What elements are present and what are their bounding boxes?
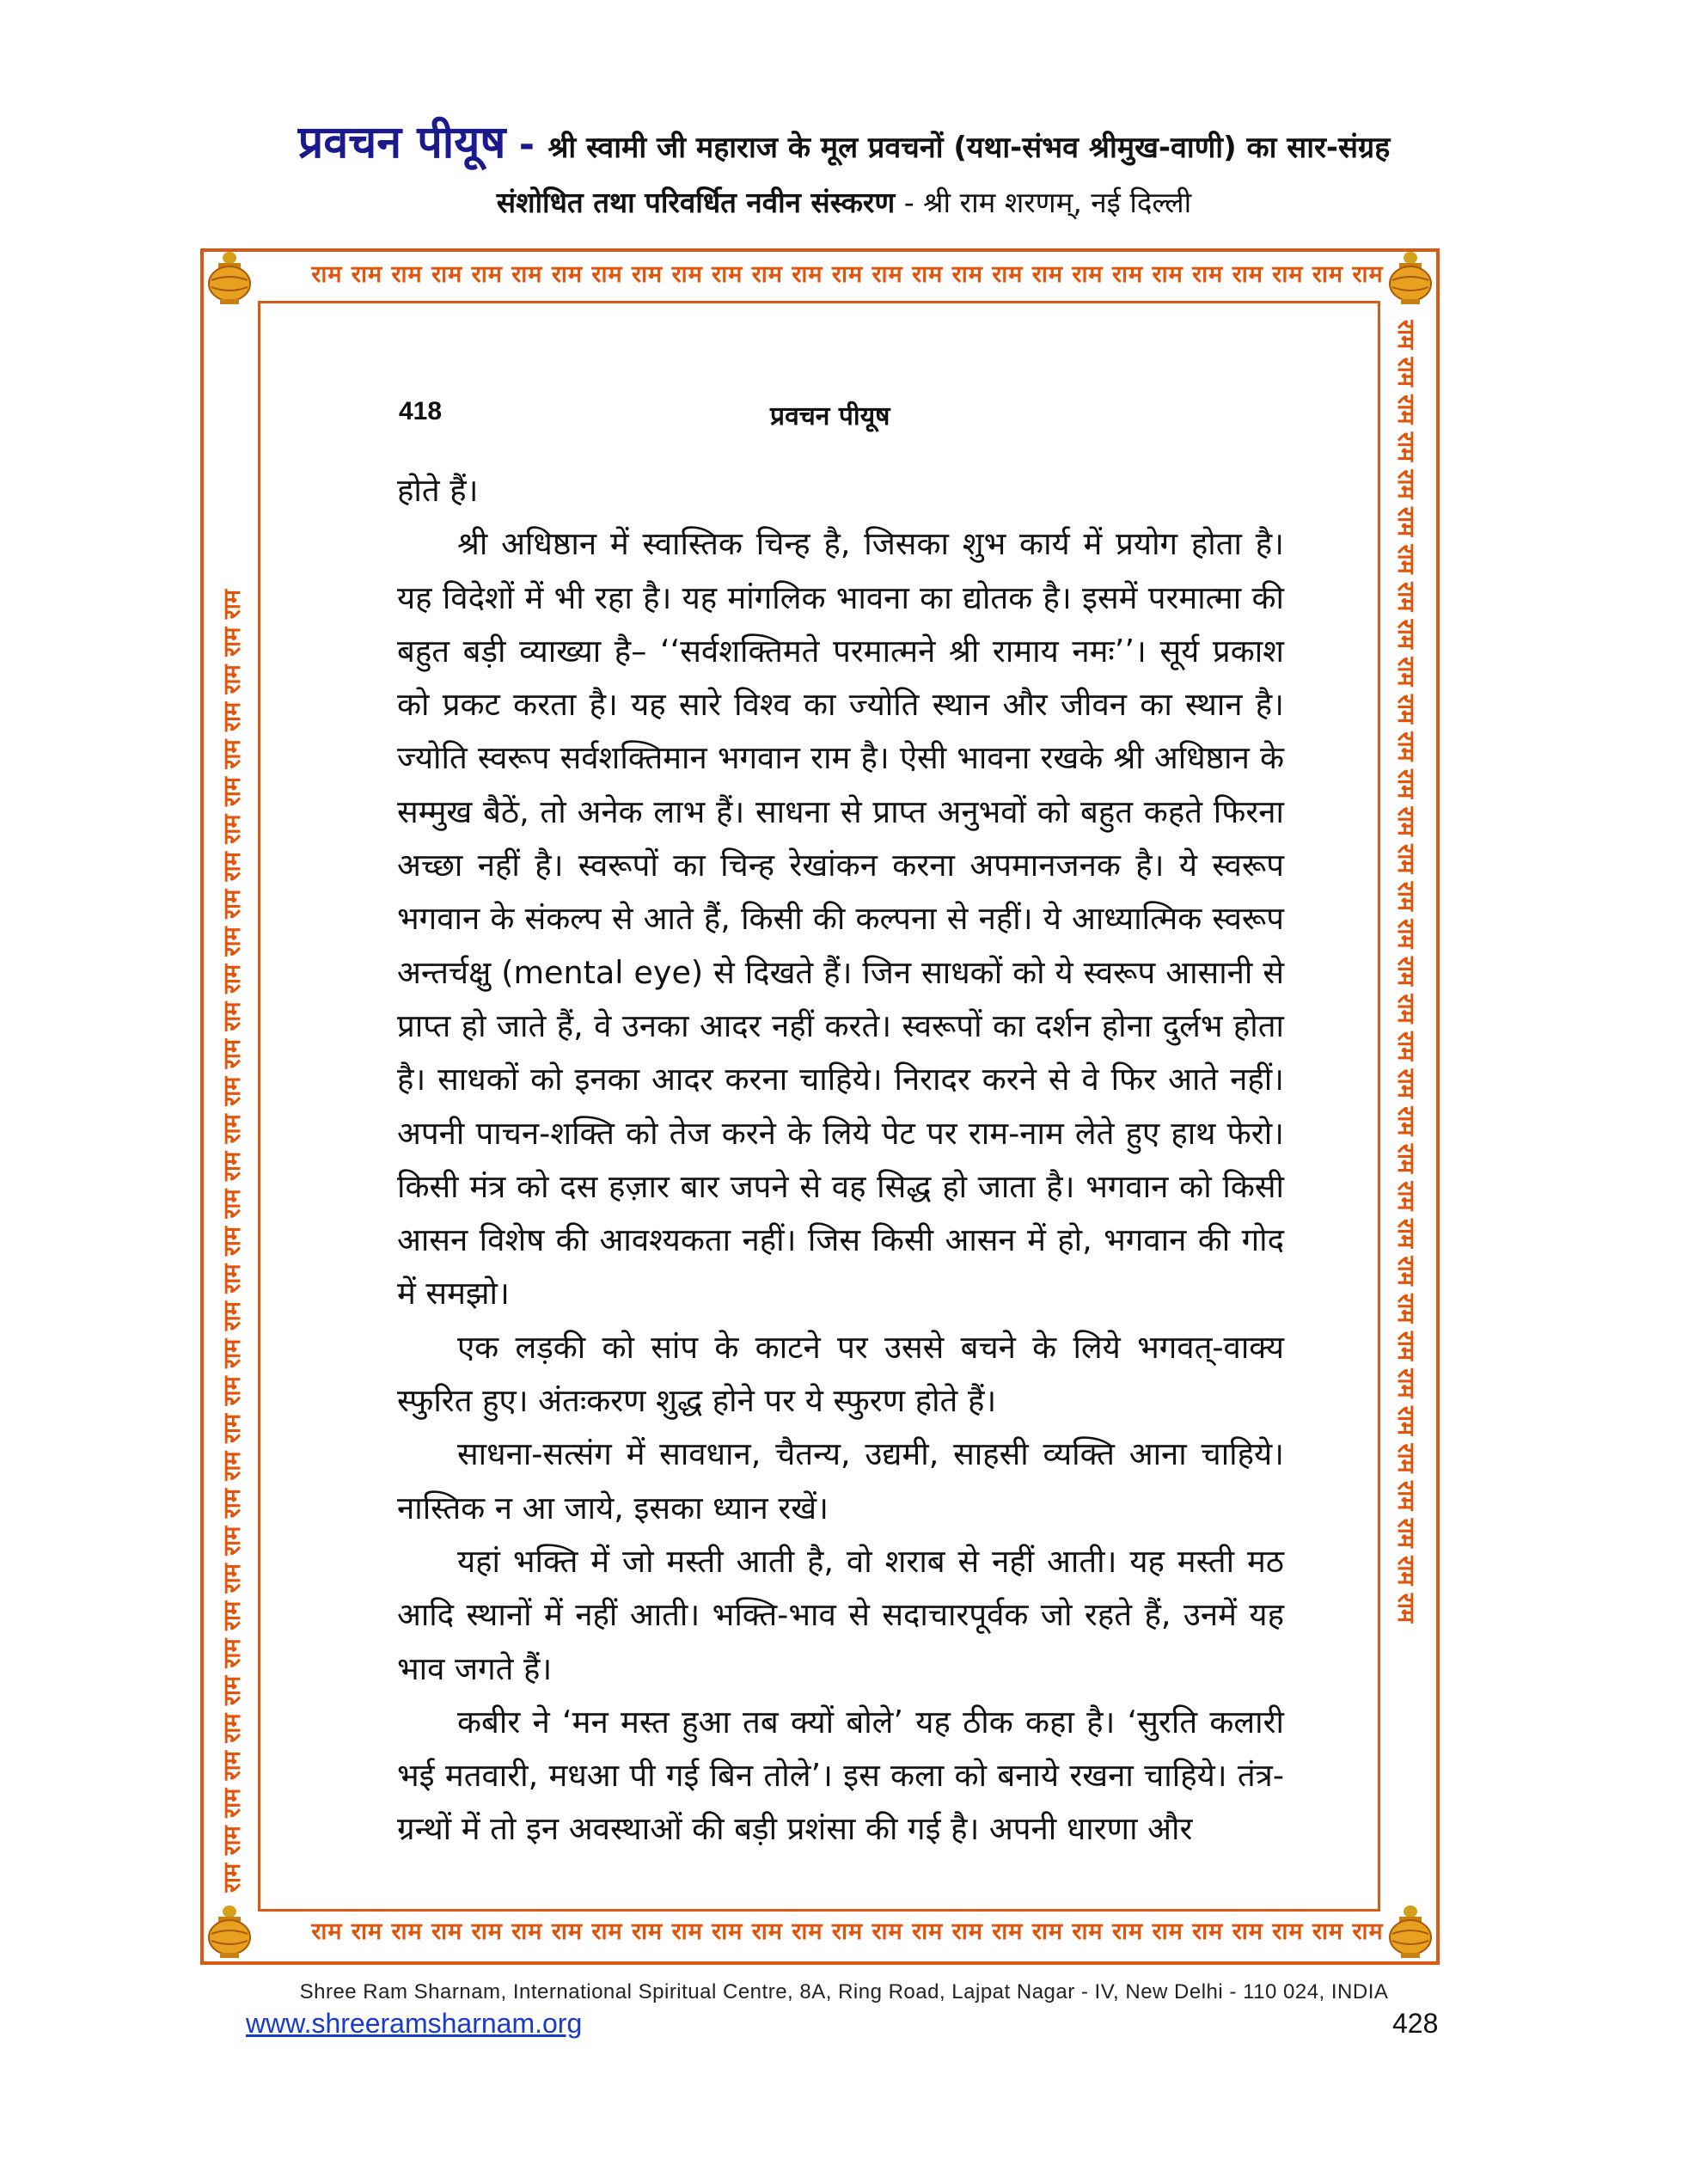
header-dash: - bbox=[505, 123, 548, 167]
document-header bbox=[0, 110, 1688, 171]
edition-rest: - श्री राम शरणम्, नई दिल्ली bbox=[895, 186, 1192, 219]
border-top-ram: राम राम राम राम राम राम राम राम राम राम राम राम राम राम राम राम राम राम राम राम राम राम राम राम राम राम राम bbox=[311, 261, 1384, 288]
body-paragraph: कबीर ने ‘मन मस्त हुआ तब क्यों बोले’ यह ठीक कहा है। ‘सुरति कलारी भई मतवारी, मधआ पी गई बिन तोले’। इस कला को बनाये रखना चाहिये। तंत्र-ग्रन्थों में तो इन अवस्थाओं की बड़ी प्रशंसा की गई है। अपनी धारणा और bbox=[397, 1703, 1284, 1848]
body-paragraph: एक लड़की को सांप के काटने पर उससे बचने के लिये भगवत्-वाक्य स्फुरित हुए। अंतःकरण शुद्ध होने पर ये स्फुरण होते हैं। bbox=[397, 1328, 1284, 1420]
edition-line bbox=[0, 182, 1688, 221]
body-paragraph: श्री अधिष्ठान में स्वास्तिक चिन्ह है, जिसका शुभ कार्य में प्रयोग होता है। यह विदेशों में भी रहा है। यह मांगलिक भावना का द्योतक है। इसमें परमात्मा की बहुत बड़ी व्याख्या है– ‘‘सर्वशक्तिमते परमात्मने श्री रामाय नमः’’। सूर्य प्रकाश को प्रकट करता है। यह सारे विश्व का ज्योति स्थान और जीवन का स्थान है। ज्योति स्वरूप सर्वशक्तिमान भगवान राम है। ऐसी भावना रखके श्री अधिष्ठान के सम्मुख बैठें, तो अनेक लाभ हैं। साधना से प्राप्त अनुभवों को बहुत कहते फिरना अच्छा नहीं है। स्वरूपों का चिन्ह रेखांकन करना अपमानजनक है। ये स्वरूप भगवान के संकल्प से आते हैं, किसी की कल्पना से नहीं। ये आध्यात्मिक स्वरूप अन्तर्चक्षु (mental eye) से दिखते हैं। जिन साधकों को ये स्वरूप आसानी से प्राप्त हो जाते हैं, वे उनका आदर नहीं करते। स्वरूपों का दर्शन होना दुर्लभ होता है। साधकों को इनका आदर करना चाहिये। निरादर करने से वे फिर आते नहीं। अपनी पाचन-शक्ति को तेज करने के लिये पेट पर राम-नाम लेते हुए हाथ फेरो। किसी मंत्र को दस हज़ार बार जपने से वह सिद्ध हो जाता है। भगवान को किसी आसन विशेष की आवश्यकता नहीं। जिस किसी आसन में हो, भगवान की गोद में समझो। bbox=[397, 525, 1284, 1312]
page-body bbox=[397, 464, 1284, 1857]
kalash-pot-icon bbox=[1380, 248, 1440, 308]
edition-bold: संशोधित तथा परिवर्धित नवीन संस्करण bbox=[496, 186, 896, 219]
running-title: प्रवचन पीयूष bbox=[770, 401, 890, 431]
kalash-pot-icon bbox=[199, 248, 260, 308]
body-paragraph: यहां भक्ति में जो मस्ती आती है, वो शराब से नहीं आती। यह मस्ती मठ आदि स्थानों में नहीं आती। भक्ति-भाव से सदाचारपूर्वक जो रहते हैं, उनमें यह भाव जगते हैं। bbox=[397, 1542, 1284, 1687]
header-title: प्रवचन पीयूष bbox=[297, 117, 506, 168]
kalash-pot-icon bbox=[1380, 1901, 1440, 1961]
website-link[interactable]: www.shreeramsharnam.org bbox=[246, 2008, 583, 2039]
pdf-page-number: 428 bbox=[1392, 2008, 1439, 2039]
footer-address: Shree Ram Sharnam, International Spiritual Centre, 8A, Ring Road, Lajpat Nagar - IV, New Delhi - 110 024, INDIA bbox=[299, 1980, 1389, 2004]
border-right-ram: राम राम राम राम राम राम राम राम राम राम राम राम राम राम राम राम राम राम राम राम राम राम राम राम राम राम राम राम राम राम राम राम राम राम राम bbox=[1392, 320, 1419, 1623]
border-left-ram: राम राम राम राम राम राम राम राम राम राम राम राम राम राम राम राम राम राम राम राम राम राम राम राम राम राम राम राम राम राम राम राम राम राम राम bbox=[219, 590, 246, 1893]
border-bottom-ram: राम राम राम राम राम राम राम राम राम राम राम राम राम राम राम राम राम राम राम राम राम राम राम राम राम राम राम bbox=[311, 1918, 1384, 1945]
body-paragraph: साधना-सत्संग में सावधान, चैतन्य, उद्यमी, साहसी व्यक्ति आना चाहिये। नास्तिक न आ जाये, इसका ध्यान रखें। bbox=[397, 1435, 1284, 1526]
header-subtitle: श्री स्वामी जी महाराज के मूल प्रवचनों (यथा-संभव श्रीमुख-वाणी) का सार-संग्रह bbox=[547, 131, 1391, 165]
body-paragraph: होते हैं। bbox=[397, 472, 479, 509]
book-page-number: 418 bbox=[399, 397, 443, 425]
kalash-pot-icon bbox=[199, 1901, 260, 1961]
